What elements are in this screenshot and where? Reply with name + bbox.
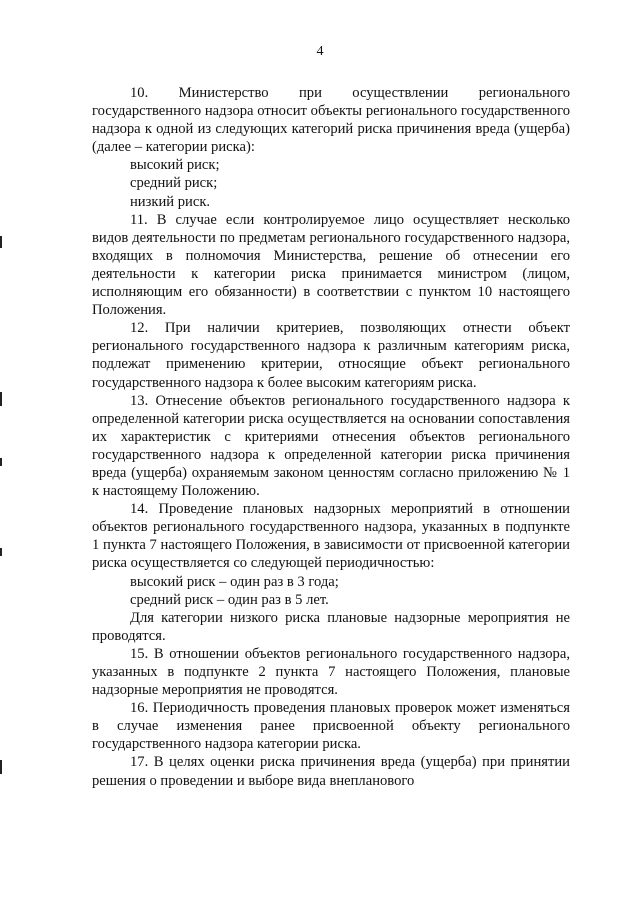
scan-edge-mark xyxy=(0,760,2,774)
paragraph-12: 12. При наличии критериев, позволяющих отнести объект регионального государственного надзора к различным категориям риска, подлежат применению критерии, относящие объект регионального государственного надзора к более высоким категориям риска. xyxy=(92,320,570,391)
scan-edge-mark xyxy=(0,548,2,556)
scan-edge-mark xyxy=(0,236,2,248)
paragraph-low-risk-note: Для категории низкого риска плановые надзорные мероприятия не проводятся. xyxy=(92,609,570,644)
page-number: 4 xyxy=(316,44,324,59)
list-item-low-risk: низкий риск. xyxy=(130,193,211,210)
list-item-medium-risk-period: средний риск – один раз в 5 лет. xyxy=(130,591,329,608)
list-item-high-risk-period: высокий риск – один раз в 3 года; xyxy=(130,573,339,590)
paragraph-16: 16. Периодичность проведения плановых проверок может изменяться в случае изменения ранее присвоенной объекту регионального государственного надзора категории риска. xyxy=(92,700,570,753)
list-item-high-risk: высокий риск; xyxy=(130,157,220,174)
scan-edge-mark xyxy=(0,392,2,406)
paragraph-13: 13. Отнесение объектов регионального государственного надзора к определенной категории риска осуществляется на основании сопоставления их характеристик с критериями отнесения объектов регионального государственного надзора к определенной категории риска причинения вреда (ущерба) охраняемым законом ценностям согласно приложению № 1 к настоящему Положению. xyxy=(92,392,570,500)
list-item-medium-risk: средний риск; xyxy=(130,175,218,192)
document-body xyxy=(92,84,570,790)
paragraph-11: 11. В случае если контролируемое лицо осуществляет несколько видов деятельности по предметам регионального государственного надзора, входящих в полномочия Министерства, решение об отнесении его деятельности к категории риска принимается министром (лицом, исполняющим его обязанности) в соответствии с пунктом 10 настоящего Положения. xyxy=(92,211,570,319)
paragraph-14: 14. Проведение плановых надзорных мероприятий в отношении объектов регионального государственного надзора, указанных в подпункте 1 пункта 7 настоящего Положения, в зависимости от присвоенной категории риска осуществляется со следующей периодичностью: xyxy=(92,501,570,572)
scan-edge-mark xyxy=(0,458,2,466)
paragraph-15: 15. В отношении объектов регионального государственного надзора, указанных в подпункте 2 пункта 7 настоящего Положения, плановые надзорные мероприятия не проводятся. xyxy=(92,645,570,699)
paragraph-17: 17. В целях оценки риска причинения вреда (ущерба) при принятии решения о проведении и выборе вида внепланового xyxy=(92,754,570,789)
paragraph-10: 10. Министерство при осуществлении регионального государственного надзора относит объекты регионального государственного надзора к одной из следующих категорий риска причинения вреда (ущерба) (далее – категории риска): xyxy=(92,85,570,156)
